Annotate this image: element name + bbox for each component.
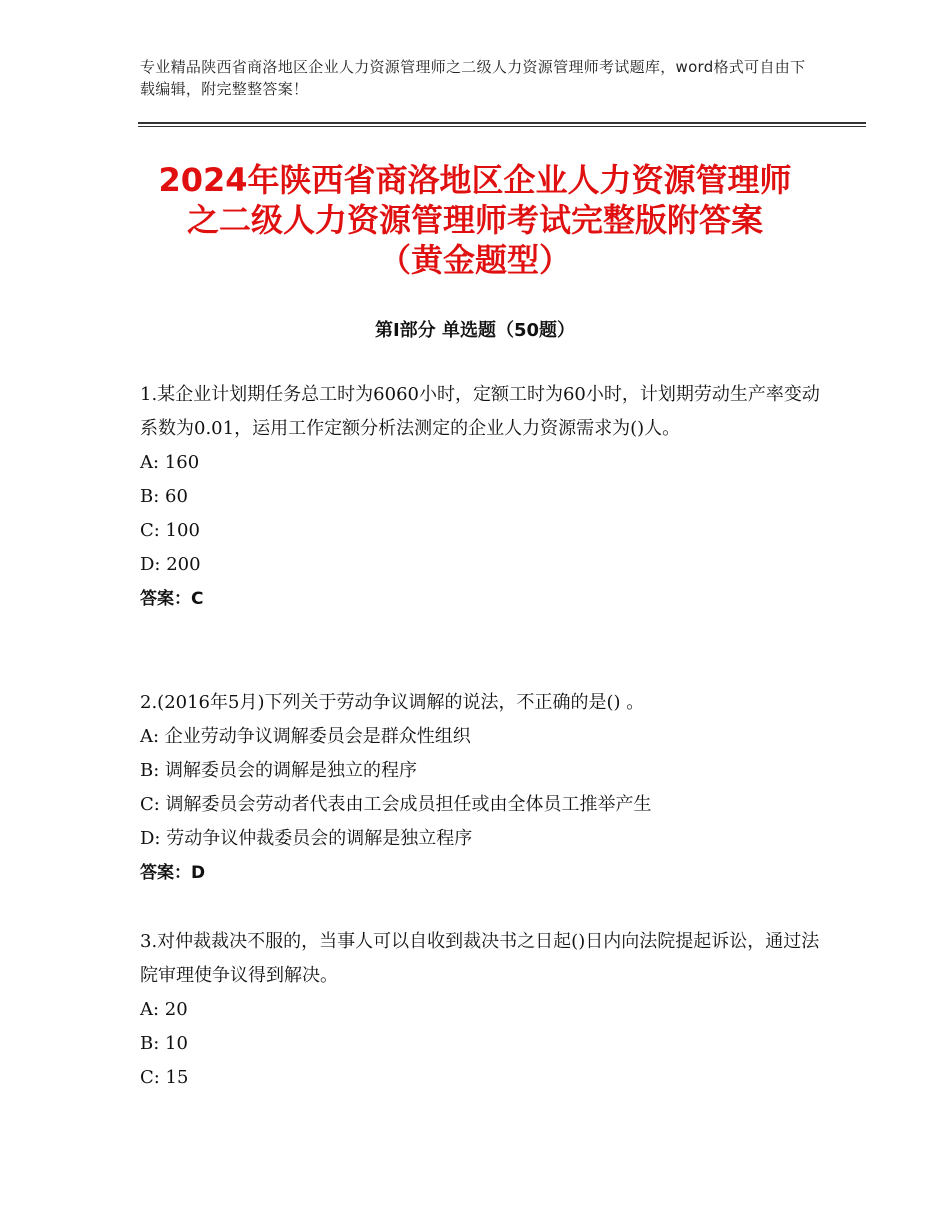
title-line-1: 2024年陕西省商洛地区企业人力资源管理师 <box>158 161 792 199</box>
question-stem: 1.某企业计划期任务总工时为6060小时，定额工时为60小时，计划期劳动生产率变动系数为0.01，运用工作定额分析法测定的企业人力资源需求为()人。 <box>140 384 820 439</box>
header-rule-thin <box>138 126 866 127</box>
header-note: 专业精品陕西省商洛地区企业人力资源管理师之二级人力资源管理师考试题库，word格式可自由下载编辑，附完整整答案！ <box>140 58 806 98</box>
question-2 <box>140 686 820 890</box>
option-c: C: 调解委员会劳动者代表由工会成员担任或由全体员工推举产生 <box>140 794 652 815</box>
option-b: B: 调解委员会的调解是独立的程序 <box>140 760 418 781</box>
question-stem: 2.(2016年5月)下列关于劳动争议调解的说法，不正确的是() 。 <box>140 692 645 713</box>
option-b: B: 10 <box>140 1033 188 1054</box>
question-stem: 3.对仲裁裁决不服的，当事人可以自收到裁决书之日起()日内向法院提起诉讼，通过法院审理使争议得到解决。 <box>140 931 820 986</box>
title-line-3: （黄金题型） <box>378 241 571 279</box>
question-3 <box>140 925 820 1095</box>
question-1 <box>140 378 820 616</box>
option-d: D: 劳动争议仲裁委员会的调解是独立程序 <box>140 828 473 849</box>
section-heading: 第Ⅰ部分 单选题（50题） <box>374 320 575 341</box>
option-a: A: 企业劳动争议调解委员会是群众性组织 <box>140 726 471 747</box>
option-c: C: 15 <box>140 1067 189 1088</box>
header-rule-thick <box>138 122 866 124</box>
option-a: A: 20 <box>140 999 188 1020</box>
answer: 答案：D <box>140 863 206 883</box>
document-title <box>120 160 830 280</box>
option-c: C: 100 <box>140 520 200 541</box>
option-d: D: 200 <box>140 554 201 575</box>
answer: 答案：C <box>140 589 204 609</box>
title-line-2: 之二级人力资源管理师考试完整版附答案 <box>186 201 763 239</box>
option-b: B: 60 <box>140 486 188 507</box>
option-a: A: 160 <box>140 452 200 473</box>
